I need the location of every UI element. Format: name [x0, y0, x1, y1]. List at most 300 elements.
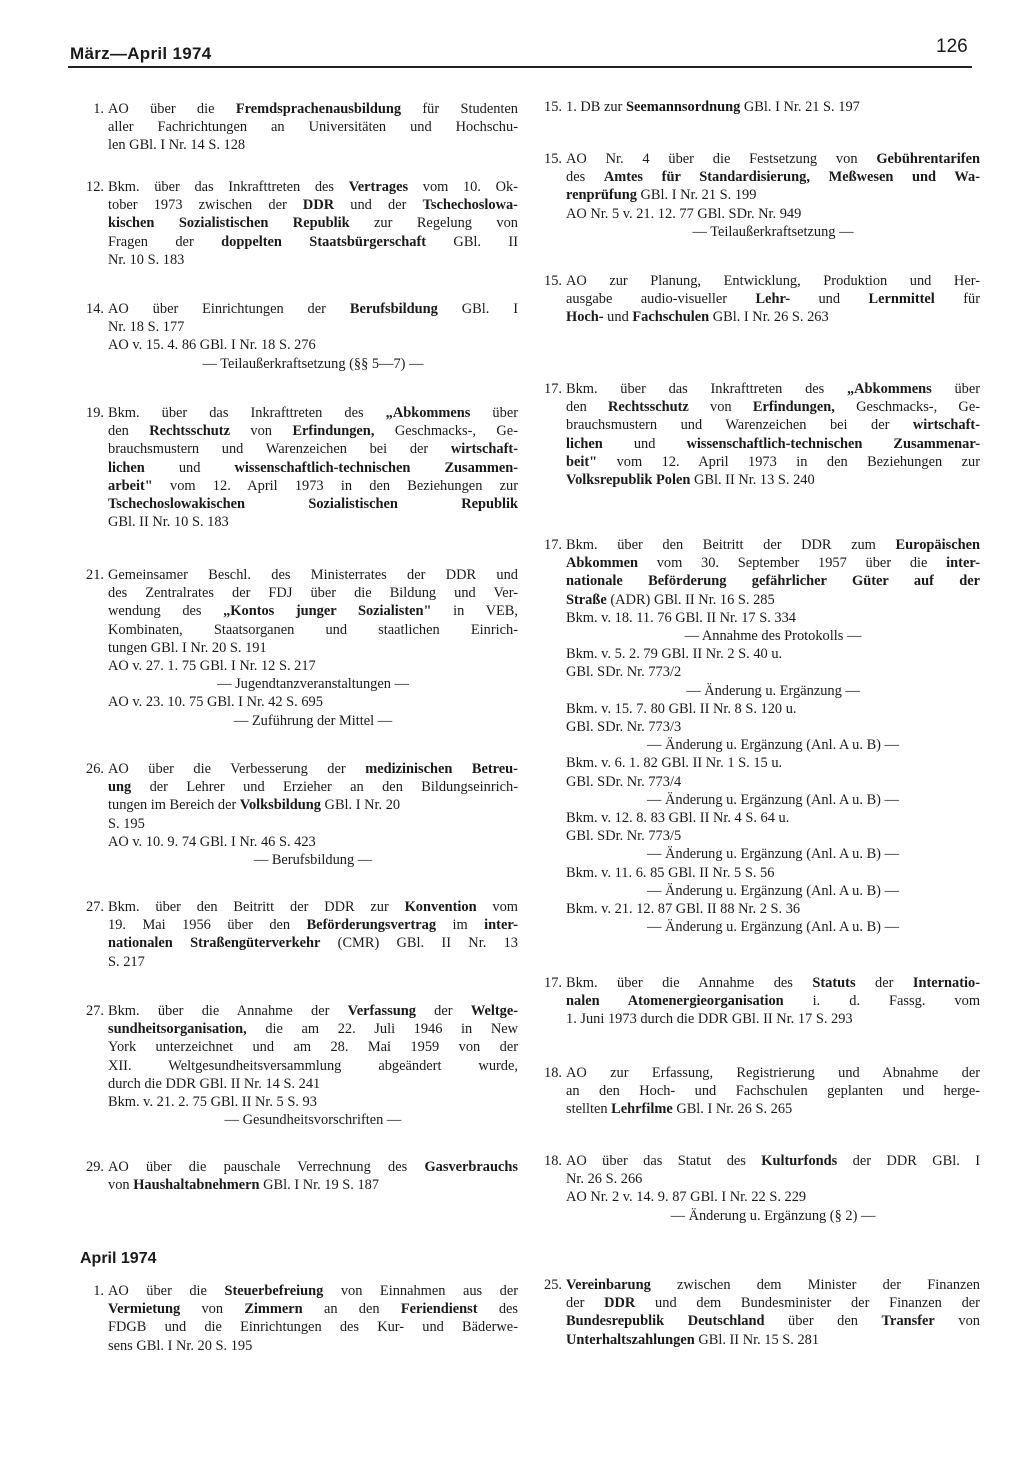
text-run: der DDR GBl. I — [837, 1153, 981, 1169]
entry-number: 17. — [544, 381, 562, 397]
text-run: brauchsmustern und Warenzeichen bei der — [566, 417, 913, 434]
bold-keyword: Abkommen — [566, 555, 638, 572]
bold-keyword: Volksrepublik Polen — [566, 472, 691, 489]
bold-keyword: Konvention — [404, 899, 477, 915]
entry-number: 12. — [86, 179, 104, 195]
entry-line — [108, 477, 518, 495]
entry-line — [566, 627, 980, 645]
bold-keyword: nationale Beförderung gefährlicher Güter auf der — [566, 573, 980, 590]
text-run: AO über Einrichtungen der — [108, 301, 350, 317]
entry-text — [108, 100, 518, 155]
text-run: Bkm. über das Inkrafttreten des — [108, 405, 386, 421]
text-run: für — [934, 291, 980, 308]
text-run: Geschmacks-, Ge- — [374, 423, 518, 440]
bold-keyword: Hoch- — [566, 309, 604, 326]
text-run: GBl. SDr. Nr. 773/3 — [566, 719, 682, 736]
left-entry — [76, 100, 518, 159]
bold-keyword: wissenschaftlich-technischen Zusammenar- — [686, 435, 981, 452]
text-run: AO über die — [108, 1283, 225, 1299]
text-run: AO zur Erfassung, Registrierung und Abnahme der — [566, 1065, 980, 1081]
text-run: GBl. I Nr. 26 S. 265 — [672, 1101, 793, 1118]
entry-line — [566, 864, 980, 882]
text-run: und dem Bundesminister der Finanzen der — [635, 1295, 980, 1312]
right-entry — [534, 272, 980, 331]
entry-line — [108, 440, 518, 458]
text-run: von — [108, 1177, 134, 1194]
text-run: Bkm. v. 11. 6. 85 GBl. II Nr. 5 S. 56 — [566, 864, 775, 881]
entry-number: 1. — [93, 101, 104, 117]
text-run: über den — [764, 1313, 882, 1330]
entry-line — [108, 1318, 518, 1336]
entry-number: 17. — [544, 975, 562, 991]
bold-keyword: Straße — [566, 591, 607, 608]
entry-text — [108, 566, 518, 730]
text-run: Bkm. v. 15. 7. 80 GBl. II Nr. 8 S. 120 u. — [566, 700, 797, 717]
bold-keyword: Europäischen — [895, 537, 980, 553]
entry-number: 1. — [93, 1283, 104, 1299]
text-run: in VEB, — [431, 603, 518, 620]
entry-text — [108, 760, 518, 869]
text-run: und der — [334, 197, 423, 214]
entry-line — [108, 760, 518, 778]
bold-keyword: Zimmern — [244, 1301, 303, 1318]
bold-keyword: medizinischen Betreu- — [365, 761, 518, 777]
entry-line — [108, 602, 518, 620]
entry-line — [566, 791, 980, 809]
entry-number: 17. — [544, 537, 562, 553]
bold-keyword: Lernmittel — [868, 291, 935, 308]
entry-line — [566, 1010, 980, 1028]
entry-number: 26. — [86, 761, 104, 777]
entry-line — [566, 453, 980, 471]
entry-line — [566, 591, 980, 609]
text-run: — Änderung u. Ergänzung (Anl. A u. B) — — [647, 919, 899, 936]
entry-line — [108, 513, 518, 531]
text-run: — Teilaußerkraftsetzung — — [692, 223, 854, 240]
text-run: — Änderung u. Ergänzung (Anl. A u. B) — — [647, 791, 899, 808]
bold-keyword: Verfassung — [347, 1003, 416, 1019]
entry-line — [108, 796, 518, 814]
bold-keyword: Gasverbrauchs — [424, 1159, 518, 1175]
bold-keyword: Tschechoslowakischen Sozialistischen Republik — [108, 496, 518, 513]
text-run: S. 217 — [108, 953, 145, 970]
right-entry — [534, 536, 980, 940]
right-entry — [534, 1152, 980, 1229]
header-rule — [68, 66, 972, 68]
entry-line — [566, 98, 980, 116]
entry-text — [108, 404, 518, 531]
entry-text — [566, 536, 980, 936]
text-run: GBl. I Nr. 20 — [320, 797, 401, 814]
entry-line — [566, 845, 980, 863]
entry-line — [566, 168, 980, 186]
bold-keyword: „Abkommens — [385, 405, 471, 421]
entry-line — [566, 1082, 980, 1100]
text-run: und — [603, 309, 633, 326]
text-run: zwischen dem Minister der Finanzen — [650, 1277, 980, 1293]
entry-line — [108, 459, 518, 477]
entry-line — [566, 205, 980, 223]
bold-keyword: wirtschaft- — [912, 417, 980, 434]
text-run: der — [415, 1003, 471, 1019]
text-run: XII. Weltgesundheitsversammlung abgeändert wurde, — [108, 1057, 518, 1074]
text-run: der Lehrer und Erzieher an den Bildungseinrich- — [131, 779, 518, 796]
text-run: Geschmacks-, Ge- — [834, 399, 980, 416]
entry-line — [108, 1176, 518, 1194]
text-run: — Änderung u. Ergänzung — — [686, 682, 860, 699]
bold-keyword: arbeit" — [108, 477, 153, 494]
entry-line — [108, 815, 518, 833]
left-entry — [76, 898, 518, 975]
bold-keyword: Vermietung — [108, 1301, 181, 1318]
entry-text — [566, 974, 980, 1029]
text-run: — Gesundheitsvorschriften — — [224, 1112, 402, 1129]
text-run: GBl. I Nr. 26 S. 263 — [709, 309, 829, 326]
entry-line — [566, 1170, 980, 1188]
entry-number: 18. — [544, 1065, 562, 1081]
entry-number: 15. — [544, 273, 562, 289]
text-run: GBl. I Nr. 19 S. 187 — [259, 1177, 380, 1194]
bold-keyword: Fachschulen — [632, 309, 710, 326]
text-run: des Zentralrates der FDJ über die Bildung und Ver- — [108, 585, 518, 602]
entry-number: 25. — [544, 1277, 562, 1293]
entry-line — [108, 584, 518, 602]
bold-keyword: Gebührentarifen — [876, 151, 980, 167]
bold-keyword: Internatio- — [912, 975, 980, 991]
entry-line — [108, 178, 518, 196]
entry-text — [108, 1282, 518, 1355]
entry-line — [108, 1282, 518, 1300]
text-run: wendung des — [108, 603, 224, 620]
bold-keyword: DDR — [302, 197, 335, 214]
text-run: — Änderung u. Ergänzung (§ 2) — — [670, 1207, 876, 1224]
text-run: durch die DDR GBl. II Nr. 14 S. 241 — [108, 1075, 321, 1092]
bold-keyword: inter- — [484, 917, 518, 934]
bold-keyword: Seemannsordnung — [625, 99, 741, 115]
entry-line — [566, 380, 980, 398]
text-run: Bkm. v. 12. 8. 83 GBl. II Nr. 4 S. 64 u. — [566, 810, 790, 827]
entry-text — [566, 150, 980, 241]
text-run: (CMR) GBl. II Nr. 13 — [320, 935, 518, 952]
right-entry — [534, 1064, 980, 1123]
bold-keyword: DDR — [604, 1295, 636, 1312]
entry-text — [566, 1064, 980, 1119]
entry-text — [566, 1152, 980, 1225]
text-run: Kombinaten, Staatsorganen und staatlichen Einrich- — [108, 621, 518, 638]
text-run: im — [436, 917, 485, 934]
bold-keyword: „Abkommens — [846, 381, 932, 397]
entry-line — [108, 916, 518, 934]
bold-keyword: Volksbildung — [239, 797, 321, 814]
entry-line — [108, 712, 518, 730]
text-run: vom 30. September 1957 über die — [637, 555, 947, 572]
entry-line — [566, 736, 980, 754]
entry-line — [108, 621, 518, 639]
text-run: brauchsmustern und Warenzeichen bei der — [108, 441, 451, 458]
entry-line — [108, 778, 518, 796]
entry-line — [108, 404, 518, 422]
entry-number: 19. — [86, 405, 104, 421]
entry-line — [108, 1111, 518, 1129]
entry-line — [566, 272, 980, 290]
entry-text — [108, 1158, 518, 1194]
bold-keyword: Haushaltabnehmern — [133, 1177, 260, 1194]
bold-keyword: „Kontos junger Sozialisten" — [223, 603, 432, 620]
entry-line — [566, 1294, 980, 1312]
text-run: Bkm. v. 21. 12. 87 GBl. II 88 Nr. 2 S. 36 — [566, 901, 801, 918]
entry-line — [566, 1331, 980, 1349]
entry-number: 15. — [544, 99, 562, 115]
entry-text — [108, 1002, 518, 1129]
entry-line — [566, 827, 980, 845]
text-run: den — [566, 399, 609, 416]
bold-keyword: Rechtsschutz — [149, 423, 230, 440]
text-run: GBl. I Nr. 21 S. 197 — [740, 99, 860, 115]
entry-line — [566, 435, 980, 453]
entry-number: 15. — [544, 151, 562, 167]
entry-line — [108, 495, 518, 513]
text-run: vom 12. April 1973 in den Beziehungen zur — [152, 477, 518, 494]
text-run: len GBl. I Nr. 14 S. 128 — [108, 137, 246, 154]
entry-line — [566, 1152, 980, 1170]
entry-line — [108, 693, 518, 711]
entry-line — [108, 251, 518, 269]
entry-line — [566, 882, 980, 900]
entry-line — [566, 773, 980, 791]
left-entry — [76, 300, 518, 377]
entry-text — [108, 300, 518, 373]
text-run: die am 22. Juli 1946 in New — [246, 1021, 518, 1038]
entry-line — [566, 718, 980, 736]
bold-keyword: kischen Sozialistischen Republik — [108, 215, 350, 232]
entry-line — [566, 186, 980, 204]
bold-keyword: Tschechoslowa- — [422, 197, 518, 214]
text-run: 19. Mai 1956 über den — [108, 917, 307, 934]
right-entry — [534, 150, 980, 245]
text-run: — Zuführung der Mittel — — [233, 712, 393, 729]
text-run: zur Regelung von — [349, 215, 519, 232]
text-run: der — [566, 1295, 605, 1312]
text-run: AO Nr. 2 v. 14. 9. 87 GBl. I Nr. 22 S. 229 — [566, 1189, 807, 1206]
text-run: GBl. II Nr. 10 S. 183 — [108, 514, 229, 531]
text-run: GBl. II Nr. 15 S. 281 — [694, 1331, 820, 1348]
entry-text — [108, 178, 518, 269]
bold-keyword: Beförderungsvertrag — [306, 917, 437, 934]
text-run: Bkm. v. 18. 11. 76 GBl. II Nr. 17 S. 334 — [566, 609, 796, 626]
text-run: Gemeinsamer Beschl. des Ministerrates der DDR und — [108, 567, 518, 583]
entry-line — [108, 1038, 518, 1056]
text-run: Bkm. über das Inkrafttreten des — [566, 381, 847, 397]
text-run: stellten — [566, 1101, 612, 1118]
left-entry — [76, 404, 518, 535]
text-run: und — [144, 459, 235, 476]
bold-keyword: Lehr- — [755, 291, 791, 308]
entry-number: 14. — [86, 301, 104, 317]
bold-keyword: sundheitsorganisation, — [108, 1021, 247, 1038]
text-run: vom — [476, 899, 518, 915]
entry-line — [108, 422, 518, 440]
entry-line — [108, 851, 518, 869]
entry-line — [566, 398, 980, 416]
text-run: 1. DB zur — [566, 99, 626, 115]
entry-number: 18. — [544, 1153, 562, 1169]
bold-keyword: Kulturfonds — [761, 1153, 838, 1169]
entry-number: 29. — [86, 1159, 104, 1175]
entry-number: 27. — [86, 899, 104, 915]
entry-line — [108, 657, 518, 675]
entry-line — [566, 682, 980, 700]
entry-line — [108, 196, 518, 214]
entry-line — [566, 1188, 980, 1206]
text-run: der — [855, 975, 913, 991]
text-run: des — [566, 169, 604, 186]
right-entry — [534, 1276, 980, 1353]
entry-line — [566, 471, 980, 489]
text-run: Bkm. v. 5. 2. 79 GBl. II Nr. 2 S. 40 u. — [566, 646, 783, 663]
text-run: an den — [302, 1301, 401, 1318]
entry-line — [566, 1207, 980, 1225]
text-run: Bkm. über die Annahme des — [566, 975, 813, 991]
text-run: FDGB und die Einrichtungen des Kur- und Bäderwe- — [108, 1319, 518, 1336]
text-run: AO über die pauschale Verrechnung des — [108, 1159, 425, 1175]
bold-keyword: Erfindungen, — [292, 423, 375, 440]
entry-line — [108, 118, 518, 136]
left-entry — [76, 1282, 518, 1359]
entry-line — [108, 934, 518, 952]
text-run: — Annahme des Protokolls — — [684, 628, 862, 645]
entry-line — [566, 809, 980, 827]
text-run: — Änderung u. Ergänzung (Anl. A u. B) — — [647, 882, 899, 899]
text-run: GBl. I — [437, 301, 518, 317]
bold-keyword: Bundesrepublik Deutschland — [566, 1313, 765, 1330]
text-run: des — [477, 1301, 519, 1318]
text-run: — Jugendtanzveranstaltungen — — [217, 676, 409, 693]
text-run: 1. Juni 1973 durch die DDR GBl. II Nr. 17 S. 293 — [566, 1011, 853, 1028]
entry-text — [566, 380, 980, 489]
entry-line — [566, 150, 980, 168]
entry-line — [566, 918, 980, 936]
entry-text — [108, 898, 518, 971]
entry-line — [108, 1158, 518, 1176]
entry-line — [566, 290, 980, 308]
bold-keyword: wissenschaftlich-technischen Zusammen- — [234, 459, 519, 476]
left-entry — [76, 1158, 518, 1198]
entry-line — [108, 898, 518, 916]
entry-line — [108, 1075, 518, 1093]
bold-keyword: Steuerbefreiung — [224, 1283, 324, 1299]
entry-line — [108, 214, 518, 232]
bold-keyword: Transfer — [881, 1313, 935, 1330]
entry-line — [108, 136, 518, 154]
entry-line — [566, 700, 980, 718]
text-run: AO v. 27. 1. 75 GBl. I Nr. 12 S. 217 — [108, 658, 316, 675]
entry-line — [566, 416, 980, 434]
entry-line — [108, 318, 518, 336]
bold-keyword: doppelten Staatsbürgerschaft — [221, 233, 427, 250]
entry-line — [566, 609, 980, 627]
left-entry — [76, 1002, 518, 1133]
text-run: GBl. SDr. Nr. 773/4 — [566, 773, 682, 790]
entry-line — [108, 233, 518, 251]
text-run: Bkm. über die Annahme der — [108, 1003, 348, 1019]
left-entry — [76, 566, 518, 734]
text-run: i. d. Fassg. vom — [783, 993, 981, 1010]
text-run: und — [790, 291, 869, 308]
entry-line — [566, 554, 980, 572]
entry-line — [566, 1312, 980, 1330]
text-run: AO v. 23. 10. 75 GBl. I Nr. 42 S. 695 — [108, 694, 323, 711]
bold-keyword: lichen — [108, 459, 145, 476]
text-run: — Teilaußerkraftsetzung (§§ 5—7) — — [202, 355, 424, 372]
text-run: York unterzeichnet und am 28. Mai 1959 von der — [108, 1039, 518, 1056]
text-run: von — [229, 423, 293, 440]
text-run: ausgabe audio-visueller — [566, 291, 756, 308]
text-run: AO v. 15. 4. 86 GBl. I Nr. 18 S. 276 — [108, 337, 316, 354]
text-run: — Änderung u. Ergänzung (Anl. A u. B) — — [647, 846, 899, 863]
text-run: von — [934, 1313, 980, 1330]
text-run: von Einnahmen aus der — [323, 1283, 519, 1299]
entry-line — [108, 1093, 518, 1111]
text-run: GBl. SDr. Nr. 773/5 — [566, 828, 682, 845]
entry-line — [566, 1064, 980, 1082]
entry-line — [566, 308, 980, 326]
entry-line — [108, 355, 518, 373]
text-run: GBl. SDr. Nr. 773/2 — [566, 664, 682, 681]
text-run: GBl. II — [426, 233, 518, 250]
text-run: GBl. II Nr. 13 S. 240 — [690, 472, 815, 489]
bold-keyword: Rechtsschutz — [608, 399, 689, 416]
left-entry — [76, 178, 518, 273]
text-run: Bkm. v. 21. 2. 75 GBl. II Nr. 5 S. 93 — [108, 1094, 317, 1111]
entry-line — [108, 953, 518, 971]
text-run: sens GBl. I Nr. 20 S. 195 — [108, 1337, 253, 1354]
text-run: Bkm. über den Beitritt der DDR zum — [566, 537, 896, 553]
text-run: Nr. 26 S. 266 — [566, 1171, 643, 1188]
bold-keyword: beit" — [566, 453, 598, 470]
section-heading-april: April 1974 — [80, 1250, 157, 1267]
entry-line — [108, 1002, 518, 1020]
entry-line — [108, 639, 518, 657]
text-run: GBl. I Nr. 21 S. 199 — [636, 187, 757, 204]
right-entry — [534, 974, 980, 1033]
entry-line — [108, 1057, 518, 1075]
entry-line — [108, 1337, 518, 1355]
text-run: an den Hoch- und Fachschulen geplanten und herge- — [566, 1083, 980, 1100]
text-run: Nr. 18 S. 177 — [108, 319, 185, 336]
text-run: AO über das Statut des — [566, 1153, 762, 1169]
left-entry — [76, 760, 518, 873]
entry-number: 27. — [86, 1003, 104, 1019]
entry-line — [108, 1300, 518, 1318]
page-header-title: März—April 1974 — [70, 44, 212, 63]
page-number: 126 — [936, 36, 968, 57]
text-run: vom 10. Ok- — [408, 179, 518, 195]
text-run: Bkm. über den Beitritt der DDR zur — [108, 899, 405, 915]
entry-line — [108, 675, 518, 693]
right-entry — [534, 380, 980, 493]
text-run: — Änderung u. Ergänzung (Anl. A u. B) — — [647, 737, 899, 754]
entry-line — [566, 900, 980, 918]
bold-keyword: nalen Atomenergieorganisation — [566, 993, 784, 1010]
bold-keyword: lichen — [566, 435, 603, 452]
text-run: tober 1973 zwischen der — [108, 197, 303, 214]
entry-line — [566, 1276, 980, 1294]
bold-keyword: Erfindungen, — [752, 399, 835, 416]
bold-keyword: renprüfung — [566, 187, 637, 204]
bold-keyword: Feriendienst — [400, 1301, 478, 1318]
entry-line — [108, 1020, 518, 1038]
bold-keyword: Berufsbildung — [349, 301, 438, 317]
